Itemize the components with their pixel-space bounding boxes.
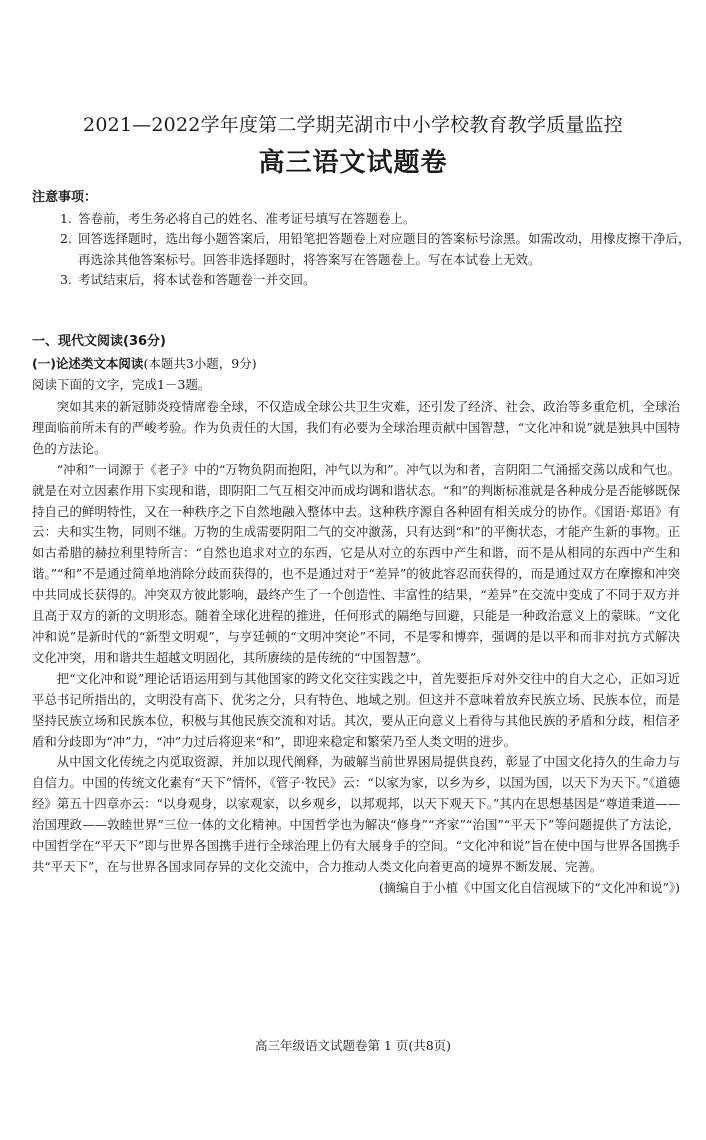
notice-heading: 注意事项： — [32, 190, 98, 205]
notice-item-number: 3. — [60, 272, 72, 287]
passage-paragraph: 突如其来的新冠肺炎疫情席卷全球，不仅造成全球公共卫生灾难，还引发了经济、社会、政治等多重危机，全球治理面临前所未有的严峻考验。作为负责任的大国，我们有必要为全球治理贡献中国智慧，“文化冲和说”就是独具中国特色的方法论。 — [32, 399, 680, 456]
notice-item-number: 1. — [60, 210, 72, 226]
notice-block — [32, 188, 692, 291]
notice-item-number: 2. — [60, 231, 72, 246]
passage-source: (摘编自于小植《中国文化自信视域下的“文化冲和说”》) — [378, 879, 680, 895]
paper-title: 高三语文试题卷 — [258, 148, 448, 178]
notice-item-text: 回答选择题时，选出每小题答案后，用铅笔把答题卷上对应题目的答案标号涂黑。如需改动，用橡皮擦干净后，再选涂其他答案标号。回答非选择题时，将答案写在答题卷上。写在本试卷上无效。 — [78, 231, 691, 267]
subsection-title — [32, 354, 257, 374]
reading-instruction: 阅读下面的文字，完成1－3题。 — [32, 377, 211, 392]
subsection-heading: (一)论述类文本阅读 — [32, 356, 144, 371]
section-title: 一、现代文阅读(36分) — [32, 334, 166, 349]
subsection-note: (本题共3小题，9分) — [143, 356, 257, 371]
reading-passage — [32, 397, 680, 899]
passage-paragraph: 从中国文化传统之内觅取资源，并加以现代阐释，为破解当前世界困局提供良药，彰显了中国文化持久的生命力与自信力。中国的传统文化素有“天下”情怀，《管子·牧民》云：“以家为家，以乡为乡，以国为国，以天下为天下。”《道德经》第五十四章亦云：“以身观身，以家观家，以乡观乡，以邦观邦，以天下观天下。”其内在思想基因是“尊道秉道——治国理政——敦睦世界”三位一体的文化精神。中国哲学也为解决“修身”“齐家”“治国”“平天下”等问题提供了方法论，中国哲学在“平天下”即与世界各国携手进行全球治理上仍有大展身手的空间。“文化冲和说”旨在使中国与世界各国携手共“平天下”，在与世界各国求同存异的文化交流中，合力推动人类文化向着更高的境界不断发展、完善。 — [32, 754, 680, 874]
notice-item-text: 答卷前，考生务必将自己的姓名、准考证号填写在答题卷上。 — [78, 210, 416, 226]
passage-paragraph: “冲和”一词源于《老子》中的“万物负阴而抱阳，冲气以为和”。冲气以为和者，言阴阳二气涌摇交荡以成和气也。就是在对立因素作用下实现和谐，即阴阳二气互相交冲而成均调和谐状态。“和”的判断标准就是各种成分是否能够既保持自己的鲜明特性，又在一种秩序之下自然地融入整体中去。这种秩序源自各种固有相关成分的协作。《国语·郑语》有云：夫和实生物，同则不继。万物的生成需要阴阳二气的交冲激荡，只有达到“和”的平衡状态，才能产生新的事物。正如古希腊的赫拉利里特所言：“自然也追求对立的东西，它是从对立的东西中产生和谐，而不是从相同的东西中产生和谐。”“和”不是通过简单地消除分歧而获得的，也不是通过对于“差异”的彼此容忍而获得的，而是通过双方在摩擦和冲突中共同成长获得的。冲突双方彼此影响，最终产生了一个创造性、丰富性的结果，“差异”在交流中变成了不同于双方并且高于双方的新的文明形态。随着全球化进程的推进，任何形式的隔绝与回避，只能是一种政治意义上的蒙昧。“文化冲和说”是新时代的“新型文明观”，与亨廷顿的“文明冲突论”不同，不是零和博弈，强调的是以平和而非对抗方式解决文化冲突，用和谐共生超越文明固化，其所赓续的是传统的“中国智慧”。 — [32, 461, 680, 665]
notice-item — [32, 270, 692, 291]
notice-item-text: 考试结束后，将本试卷和答题卷一并交回。 — [78, 272, 316, 287]
notice-item — [32, 209, 692, 230]
page-footer: 高三年级语文试题卷第 1 页(共8页) — [254, 1038, 452, 1053]
passage-paragraph: 把“文化冲和说”理论话语运用到与其他国家的跨文化交往实践之中，首先要拒斥对外交往中的自大之心，正如习近平总书记所指出的，文明没有高下、优劣之分，只有特色、地域之别。但这并不意味着放弃民族立场、民族本位，而是坚持民族立场和民族本位，积极与其他民族交流和对话。其次，要从正向意义上看待与其他民族的矛盾和分歧，相信矛盾和分歧即为“冲”力，“冲”力过后将迎来“和”，即迎来稳定和繁荣乃至人类文明的进步。 — [32, 670, 680, 749]
exam-title: 2021—2022学年度第二学期芜湖市中小学校教育教学质量监控 — [83, 114, 623, 136]
notice-item — [32, 229, 692, 270]
